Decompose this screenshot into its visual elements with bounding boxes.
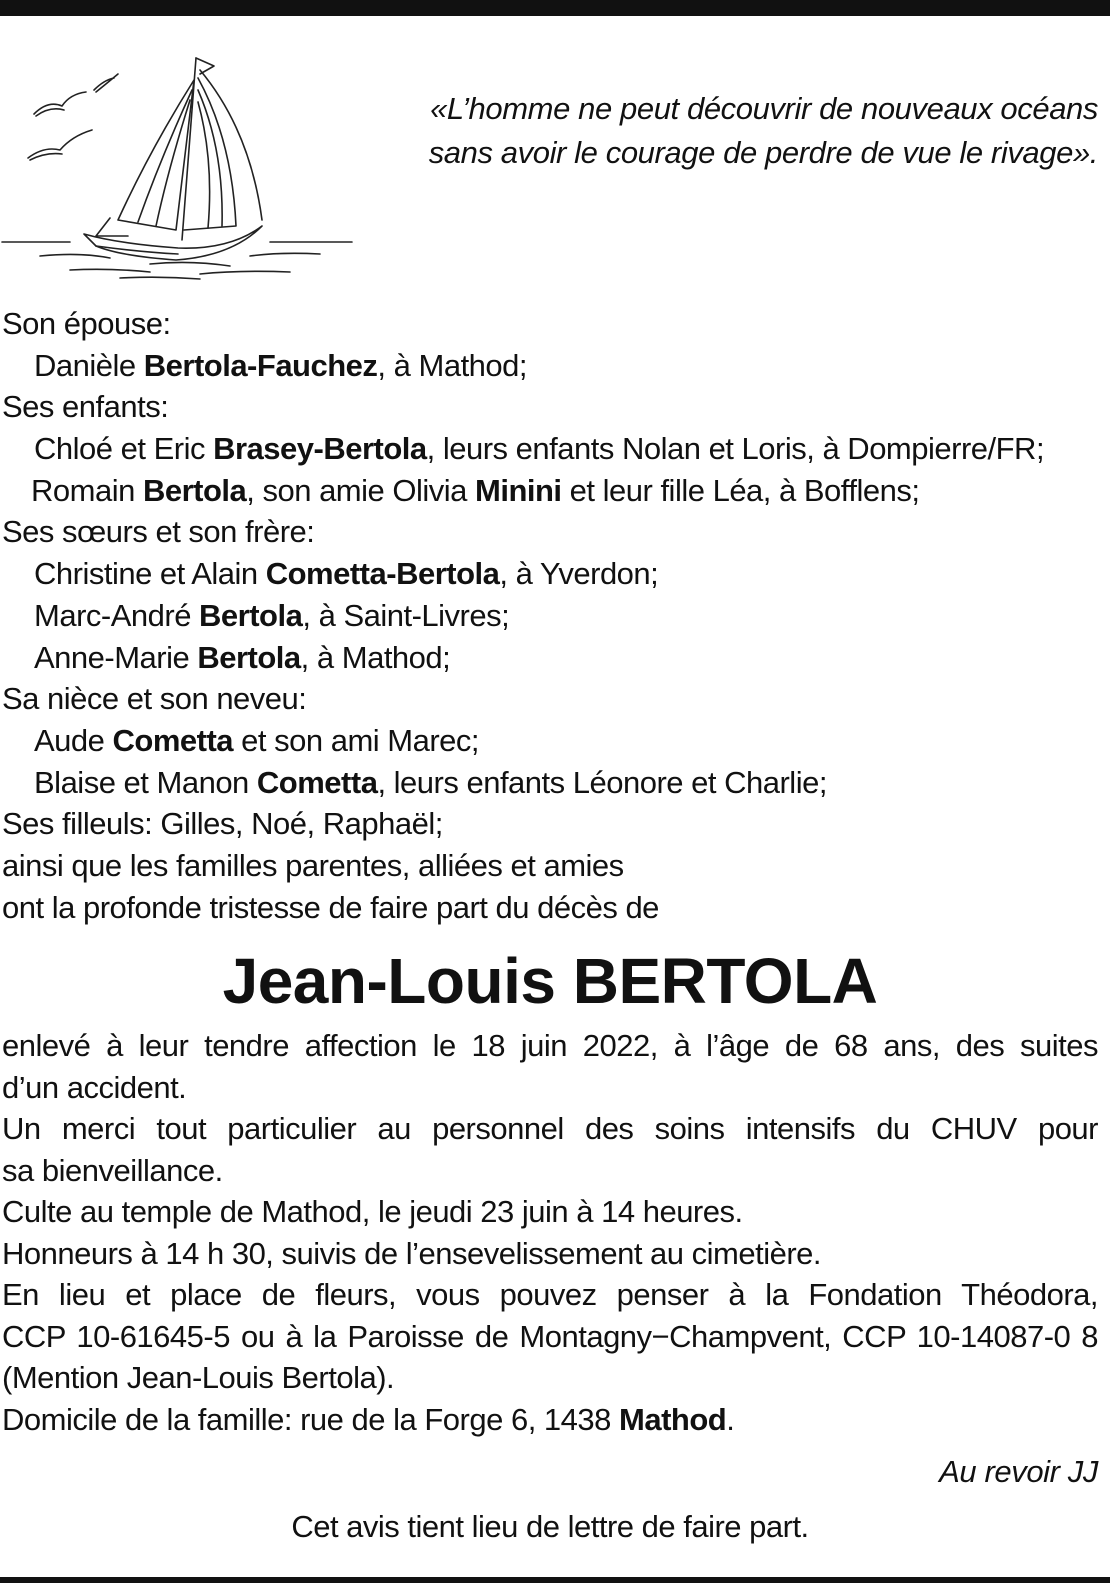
godchildren-line: Ses filleuls: Gilles, Noé, Raphaël; xyxy=(2,806,443,842)
body-line: Culte au temple de Mathod, le jeudi 23 juin à 14 heures. xyxy=(2,1194,743,1229)
quote-line-1: «L’homme ne peut découvrir de nouveaux océans xyxy=(430,91,1098,126)
announcement-line: ont la profonde tristesse de faire part du décès de xyxy=(2,889,659,925)
spouse-entry: Danièle Bertola-Fauchez, à Mathod; xyxy=(34,347,528,383)
body-line: Honneurs à 14 h 30, suivis de l’ensevelissement au cimetière. xyxy=(2,1235,822,1271)
home-address-line: Domicile de la famille: rue de la Forge 6, 1438 Mathod. xyxy=(2,1401,735,1437)
signoff: Au revoir JJ xyxy=(939,1454,1098,1489)
top-border xyxy=(0,0,1110,16)
bottom-border xyxy=(0,1577,1110,1583)
deceased-name: Jean-Louis BERTOLA xyxy=(222,945,878,1017)
notice-footer: Cet avis tient lieu de lettre de faire part. xyxy=(291,1509,809,1544)
child-entry: Romain Bertola, son amie Olivia Minini et leur fille Léa, à Bofflens; xyxy=(31,472,920,508)
siblings-heading: Ses sœurs et son frère: xyxy=(2,514,315,550)
sibling-entry: Christine et Alain Cometta-Bertola, à Yverdon; xyxy=(34,556,659,592)
family-list xyxy=(2,303,1102,928)
body-line: Un merci tout particulier au personnel des soins intensifs du CHUV pour xyxy=(2,1111,1098,1146)
sibling-entry: Anne-Marie Bertola, à Mathod; xyxy=(34,639,451,675)
child-entry: Chloé et Eric Brasey-Bertola, leurs enfants Nolan et Loris, à Dompierre/FR; xyxy=(34,431,1045,467)
body-line: CCP 10-61645-5 ou à la Paroisse de Montagny−Champvent, CCP 10-14087-0 8 xyxy=(2,1318,1098,1354)
body-line: d’un accident. xyxy=(2,1069,187,1105)
relatives-line: ainsi que les familles parentes, alliées et amies xyxy=(2,847,624,883)
sailboat-illustration xyxy=(0,50,355,280)
niece-nephew-heading: Sa nièce et son neveu: xyxy=(2,681,307,717)
epigraph-quote xyxy=(378,87,1098,175)
nephew-entry: Blaise et Manon Cometta, leurs enfants Léonore et Charlie; xyxy=(34,764,827,800)
body-line: (Mention Jean-Louis Bertola). xyxy=(2,1360,395,1395)
body-line: En lieu et place de fleurs, vous pouvez penser à la Fondation Théodora, xyxy=(2,1277,1098,1312)
body-line: sa bienveillance. xyxy=(2,1152,223,1188)
sibling-entry: Marc-André Bertola, à Saint-Livres; xyxy=(34,597,510,633)
body-line: enlevé à leur tendre affection le 18 juin 2022, à l’âge de 68 ans, des suites xyxy=(2,1028,1098,1063)
children-heading: Ses enfants: xyxy=(2,389,169,425)
niece-entry: Aude Cometta et son ami Marec; xyxy=(34,722,480,758)
quote-line-2: sans avoir le courage de perdre de vue le rivage». xyxy=(428,135,1098,170)
spouse-heading: Son épouse: xyxy=(2,306,171,341)
notice-body xyxy=(2,1025,1098,1440)
